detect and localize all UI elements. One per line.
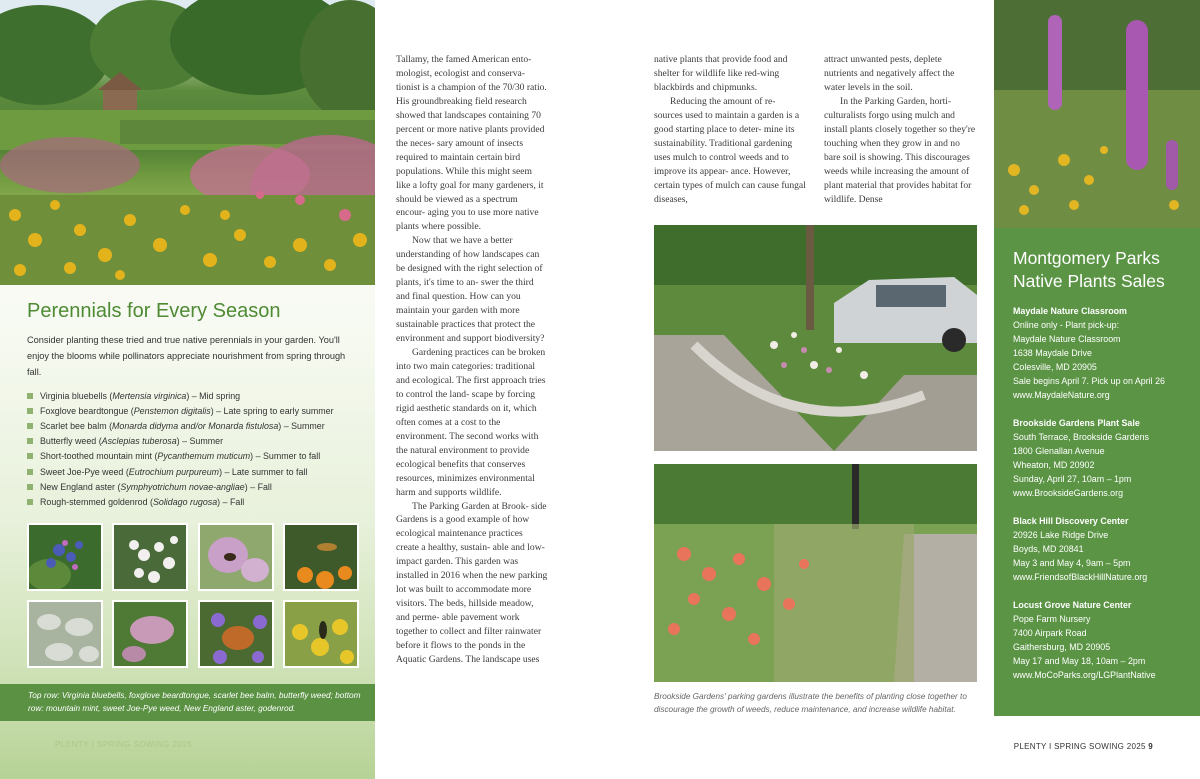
flower-thumbnail-grid bbox=[27, 523, 359, 671]
list-item: Rough-stemmed goldenrod (Solidago rugosa) – Fall bbox=[27, 494, 367, 509]
paragraph: Reducing the amount of re- sources used to maintain a garden is a good starting place to deter- mine its sustainability. Traditional gardening uses mulch to control weeds and to improve its appear- ance. However, certain types of mulch can cause fungal diseases, bbox=[654, 95, 806, 205]
sale-line: Boyds, MD 20841 bbox=[1013, 544, 1084, 554]
paragraph: Gardening practices can be broken into two main categories: traditional and ecological. The first approach tries to control the land- scape by forcing rigid aesthetic standards on it, which often comes at a cost to the environment. The second works with the natural environment to provide ecological benefits that conserves resources, minimizes environmental harm and supports wildlife. bbox=[396, 347, 546, 498]
liatris-blazing-star-photo bbox=[994, 0, 1200, 228]
sale-website: www.MoCoParks.org/LGPlantNative bbox=[1013, 670, 1156, 680]
article-column-2 bbox=[654, 53, 806, 206]
sale-entry bbox=[1013, 304, 1198, 402]
list-item: Sweet Joe-Pye weed (Eutrochium purpureum) – Late summer to fall bbox=[27, 464, 367, 479]
sale-line: Online only - Plant pick-up: bbox=[1013, 320, 1120, 330]
paragraph: native plants that provide food and shelter for wildlife like red-wing blackbirds and chipmunks. bbox=[654, 54, 788, 93]
sale-name: Locust Grove Nature Center bbox=[1013, 600, 1132, 610]
sale-line: Maydale Nature Classroom bbox=[1013, 334, 1121, 344]
hero-meadow-photo bbox=[0, 0, 375, 285]
sale-website: www.FriendsofBlackHillNature.org bbox=[1013, 572, 1148, 582]
square-bullet-icon bbox=[27, 408, 33, 414]
sale-line: Pope Farm Nursery bbox=[1013, 614, 1091, 624]
paragraph: Now that we have a better understanding of how landscapes can be designed with the right selection of plants, it's time to an- swer the third and final question. How can you maintain your garden with more sustainable practices that protect the environment and support biodiversity? bbox=[396, 235, 545, 345]
square-bullet-icon bbox=[27, 469, 33, 475]
foxglove-beardtongue-photo bbox=[112, 523, 188, 591]
butterfly-weed-photo bbox=[283, 523, 359, 591]
sale-line: Colesville, MD 20905 bbox=[1013, 362, 1097, 372]
list-item: Foxglove beardtongue (Penstemon digitalis) – Late spring to early summer bbox=[27, 403, 367, 418]
article-column-3 bbox=[824, 53, 976, 206]
paragraph: In the Parking Garden, horti- culturalists forgo using mulch and install plants closely together so they're touching when they grow in and no bare soil is showing. This discourages weeds while increasing the amount of plant material that provides habitat for wildlife. Dense bbox=[824, 95, 976, 205]
square-bullet-icon bbox=[27, 423, 33, 429]
publication-name: PLENTY I SPRING SOWING 2025 bbox=[1013, 742, 1146, 751]
square-bullet-icon bbox=[27, 393, 33, 399]
sale-website: www.BrooksideGardens.org bbox=[1013, 488, 1124, 498]
sale-name: Black Hill Discovery Center bbox=[1013, 516, 1129, 526]
sales-heading: Montgomery Parks Native Plants Sales bbox=[1013, 248, 1165, 291]
parking-garden-photo-coneflowers bbox=[654, 464, 977, 682]
sale-line: May 17 and May 18, 10am – 2pm bbox=[1013, 656, 1146, 666]
plant-sales-panel bbox=[994, 0, 1200, 716]
sale-line: South Terrace, Brookside Gardens bbox=[1013, 432, 1149, 442]
sale-line: Sunday, April 27, 10am – 1pm bbox=[1013, 474, 1132, 484]
parking-garden-photo-car bbox=[654, 225, 977, 451]
perennial-list bbox=[27, 388, 367, 510]
sale-line: Sale begins April 7. Pick up on April 26 bbox=[1013, 376, 1165, 386]
sale-line: 1638 Maydale Drive bbox=[1013, 348, 1092, 358]
sale-name: Brookside Gardens Plant Sale bbox=[1013, 418, 1140, 428]
square-bullet-icon bbox=[27, 453, 33, 459]
sale-name: Maydale Nature Classroom bbox=[1013, 306, 1127, 316]
sale-line: 1800 Glenallan Avenue bbox=[1013, 446, 1105, 456]
square-bullet-icon bbox=[27, 484, 33, 490]
square-bullet-icon bbox=[27, 438, 33, 444]
list-item: Virginia bluebells (Mertensia virginica) – Mid spring bbox=[27, 388, 367, 403]
new-england-aster-photo bbox=[198, 600, 274, 668]
sale-line: 7400 Airpark Road bbox=[1013, 628, 1087, 638]
sweet-joe-pye-weed-photo bbox=[112, 600, 188, 668]
page-folio bbox=[1014, 742, 1153, 751]
sales-list bbox=[1013, 304, 1198, 696]
footer-running-head-faint: PLENTY | SPRING SOWING 2025 bbox=[55, 740, 193, 749]
sale-entry bbox=[1013, 514, 1198, 584]
sale-line: May 3 and May 4, 9am – 5pm bbox=[1013, 558, 1131, 568]
virginia-bluebells-photo bbox=[27, 523, 103, 591]
paragraph: attract unwanted pests, deplete nutrients and negatively affect the water levels in the soil. bbox=[824, 54, 955, 93]
thumbnail-caption: Top row: Virginia bluebells, foxglove beardtongue, scarlet bee balm, butterfly weed; bottom row: mountain mint, sweet Joe-Pye weed, New England aster, godenrod. bbox=[0, 684, 375, 721]
sale-website: www.MaydaleNature.org bbox=[1013, 390, 1110, 400]
paragraph: The Parking Garden at Brook- side Gardens is a good example of how ecological maintenance practices create a healthy, sustain- able and low-impact garden. This garden was installed in 2016 when the new parking lot was built to accommodate more visitors. The beds, hillside meadow, and perme- able pavement work together to collect and filter rainwater before it flows to the ponds in the Aquatic Gardens. The landscape uses bbox=[396, 500, 548, 665]
sale-entry bbox=[1013, 416, 1198, 500]
list-item: New England aster (Symphyotrichum novae-angliae) – Fall bbox=[27, 479, 367, 494]
perennials-heading: Perennials for Every Season bbox=[27, 300, 281, 322]
sale-line: Gaithersburg, MD 20905 bbox=[1013, 642, 1111, 652]
perennials-intro: Consider planting these tried and true native perennials in your garden. You'll enjoy the blooms while pollinators appreciate nourishment from spring through fall. bbox=[27, 335, 346, 377]
left-sidebar-panel bbox=[0, 0, 375, 779]
paragraph: Tallamy, the famed American ento- mologist, ecologist and conserva- tionist is a champion of the 70/30 ratio. His groundbreaking field research showed that landscapes containing 70 percent or more native plants provided the neces- sary amount of insects required to maintain certain bird populations. While this might seem like a lofty goal for many gardeners, it should be viewed as a spectrum encour- aging you to use more native plants where possible. bbox=[396, 54, 547, 233]
mountain-mint-photo bbox=[27, 600, 103, 668]
list-item: Short-toothed mountain mint (Pycanthemum muticum) – Summer to fall bbox=[27, 449, 367, 464]
article-column-1 bbox=[396, 53, 548, 667]
sale-entry bbox=[1013, 598, 1198, 682]
sale-line: 20926 Lake Ridge Drive bbox=[1013, 530, 1109, 540]
goldenrod-photo bbox=[283, 600, 359, 668]
scarlet-bee-balm-photo bbox=[198, 523, 274, 591]
sale-line: Wheaton, MD 20902 bbox=[1013, 460, 1095, 470]
square-bullet-icon bbox=[27, 499, 33, 505]
list-item: Butterfly weed (Asclepias tuberosa) – Summer bbox=[27, 434, 367, 449]
page-number: 9 bbox=[1148, 742, 1153, 751]
garden-photo-caption: Brookside Gardens' parking gardens illustrate the benefits of planting close together to discourage the growth of weeds, reduce maintenance, and increase wildlife habitat. bbox=[654, 692, 967, 714]
list-item: Scarlet bee balm (Monarda didyma and/or Monarda fistulosa) – Summer bbox=[27, 418, 367, 433]
